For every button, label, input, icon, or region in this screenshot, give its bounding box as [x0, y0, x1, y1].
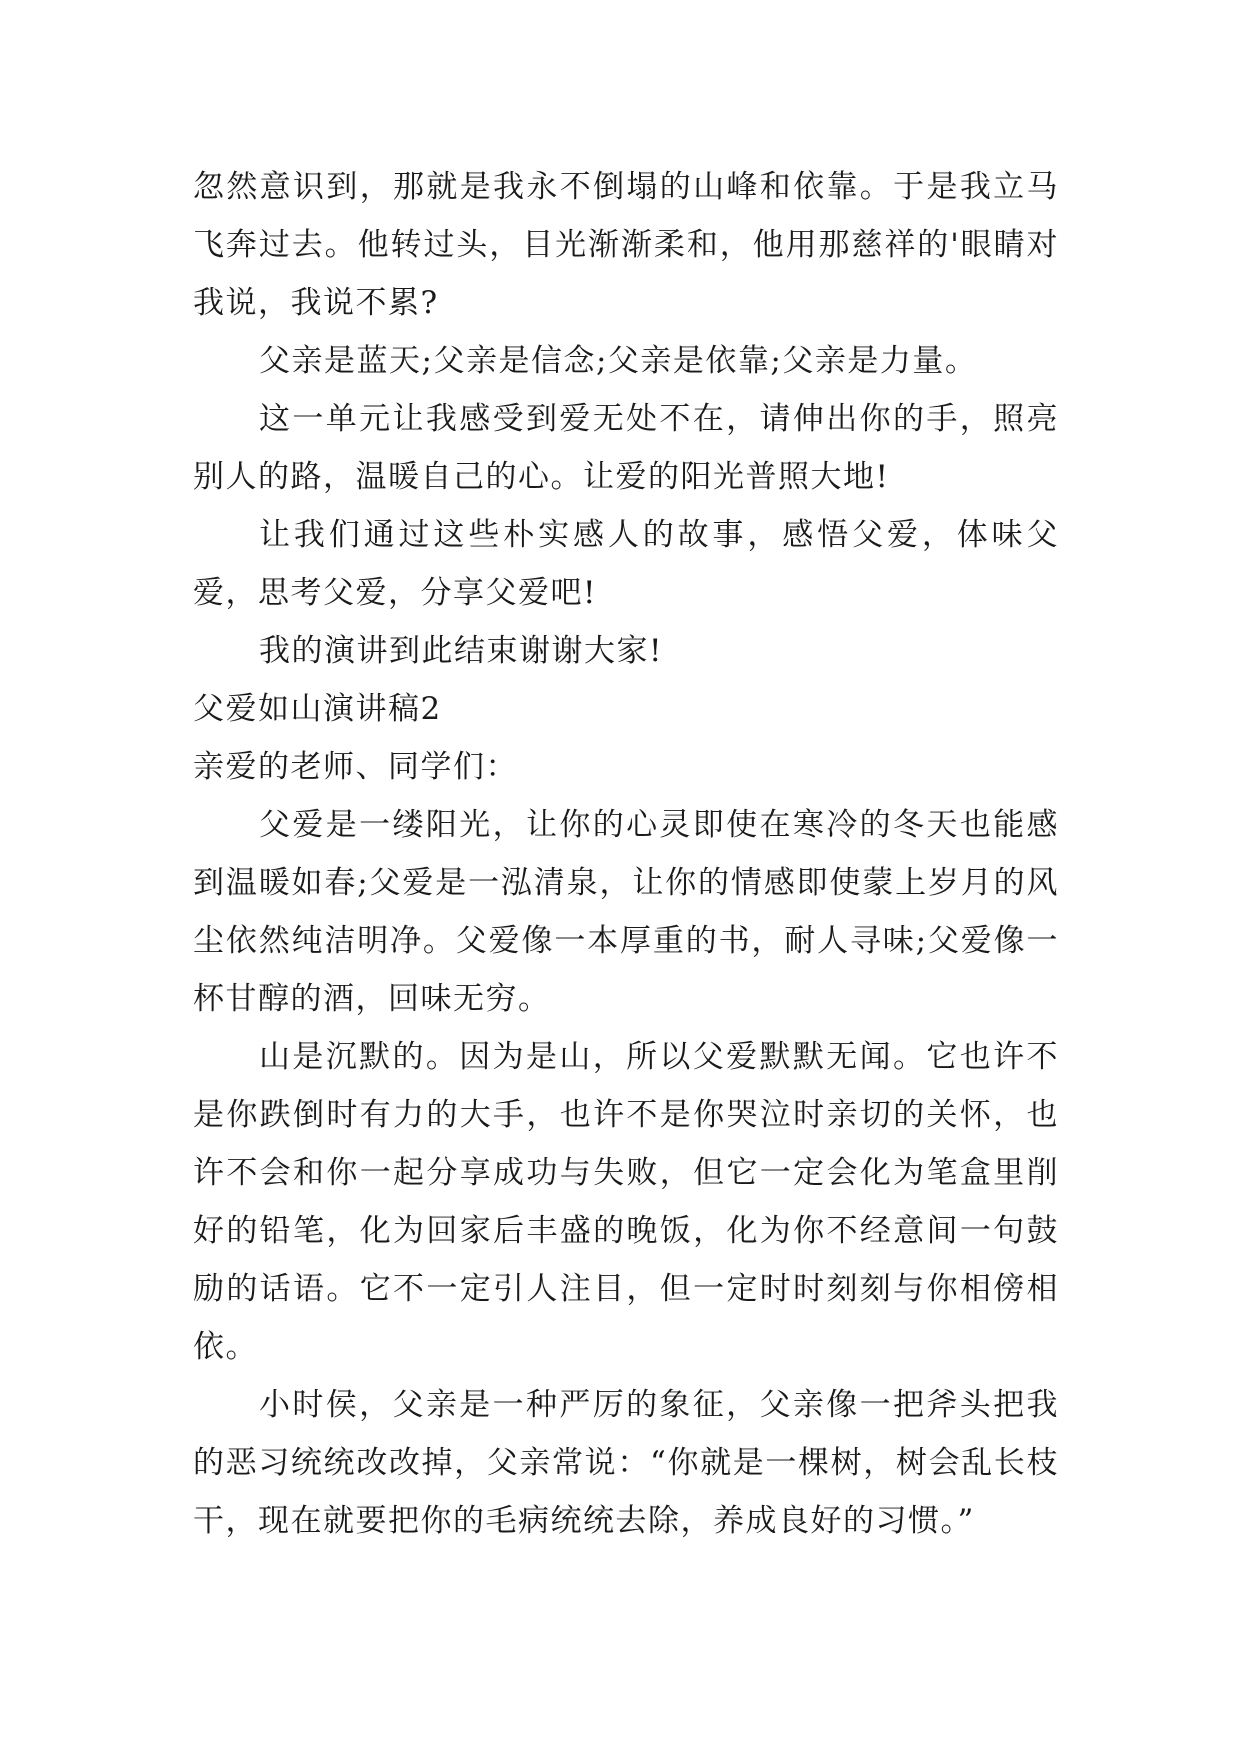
paragraph: 让我们通过这些朴实感人的故事，感悟父爱，体味父爱，思考父爱，分享父爱吧!	[193, 517, 1059, 611]
paragraph: 山是沉默的。因为是山，所以父爱默默无闻。它也许不是你跌倒时有力的大手，也许不是你哭泣时亲切的关怀，也许不会和你一起分享成功与失败，但它一定会化为笔盒里削好的铅笔，化为回家后丰盛的晚饭，化为你不经意间一句鼓励的话语。它不一定引人注目，但一定时时刻刻与你相傍相依。	[193, 1039, 1059, 1365]
paragraph: 父爱是一缕阳光，让你的心灵即使在寒冷的冬天也能感到温暖如春;父爱是一泓清泉，让你的情感即使蒙上岁月的风尘依然纯洁明净。父爱像一本厚重的书，耐人寻味;父爱像一杯甘醇的酒，回味无穷。	[193, 807, 1059, 1017]
paragraph: 这一单元让我感受到爱无处不在，请伸出你的手，照亮别人的路，温暖自己的心。让爱的阳光普照大地!	[193, 401, 1059, 495]
paragraph: 小时侯，父亲是一种严厉的象征，父亲像一把斧头把我的恶习统统改改掉，父亲常说：“你就是一棵树，树会乱长枝干，现在就要把你的毛病统统去除，养成良好的习惯。”	[193, 1387, 1059, 1539]
paragraph: 我的演讲到此结束谢谢大家!	[259, 633, 663, 669]
section-title: 父爱如山演讲稿2	[193, 691, 442, 727]
paragraph-continuation: 忽然意识到，那就是我永不倒塌的山峰和依靠。于是我立马飞奔过去。他转过头，目光渐渐柔和，他用那慈祥的'眼睛对我说，我说不累?	[193, 169, 1059, 321]
salutation: 亲爱的老师、同学们：	[193, 749, 518, 785]
paragraph: 父亲是蓝天;父亲是信念;父亲是依靠;父亲是力量。	[259, 343, 978, 379]
document-body	[193, 158, 1059, 1550]
